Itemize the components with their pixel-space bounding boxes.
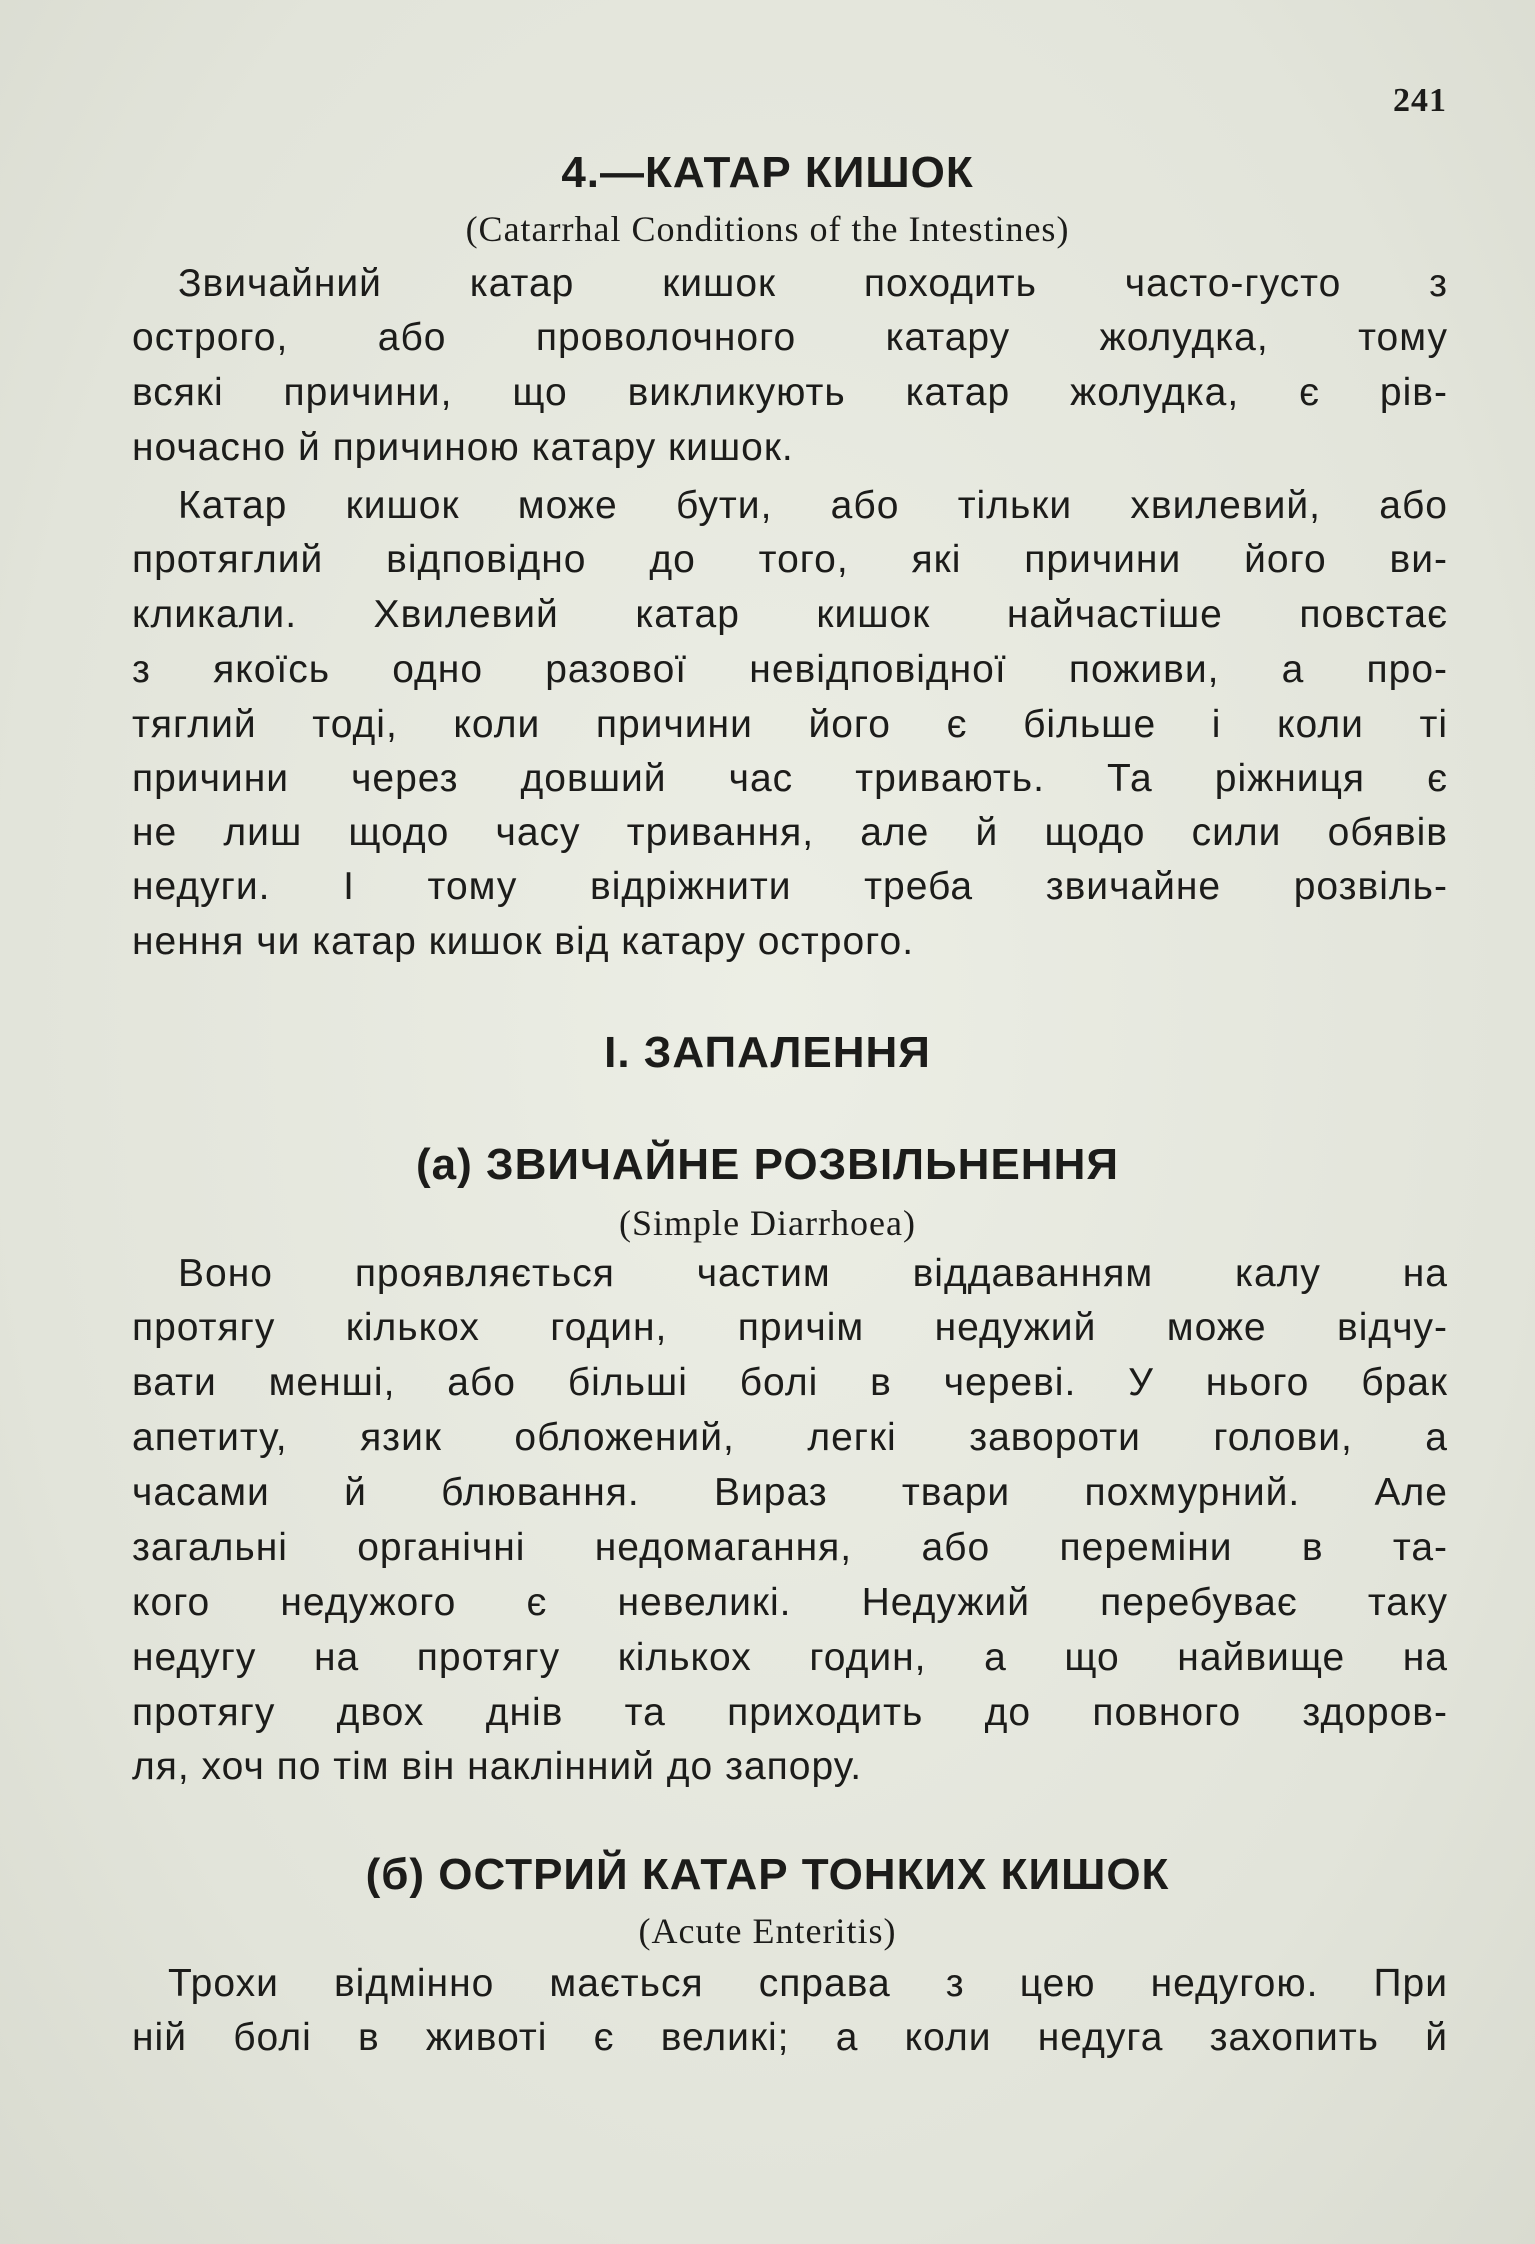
- paragraph-line: кого недужого є невеликі. Недужий перебуває таку: [132, 1581, 1448, 1624]
- paragraph-line: ля, хоч по тім він наклінний до запору.: [132, 1745, 863, 1788]
- paragraph-line: протягу двох днів та приходить до повного здоров-: [132, 1691, 1448, 1734]
- section-subheading-simple-diarrhoea: (Simple Diarrhoea): [619, 1203, 916, 1243]
- paragraph-line: нення чи катар кишок від катару острого.: [132, 920, 915, 963]
- paragraph-line: з якоїсь одно разової невідповідної поживи, а про-: [132, 648, 1448, 691]
- paragraph-line: причини через довший час тривають. Та ріжниця є: [132, 757, 1448, 800]
- paragraph-line: загальні органічні недомагання, або переміни в та-: [132, 1526, 1448, 1569]
- paragraph-line: Воно проявляється частим віддаванням калу на: [178, 1252, 1448, 1295]
- section-subheading-acute-enteritis: (Acute Enteritis): [638, 1911, 897, 1951]
- paragraph-line: апетиту, язик обложений, легкі завороти голови, а: [132, 1416, 1448, 1459]
- page-number: 241: [1393, 82, 1447, 119]
- paragraph-line: Звичайний катар кишок походить часто-густо з: [178, 262, 1448, 305]
- paragraph-line: ній болі в животі є великі; а коли недуга захопить й: [132, 2016, 1448, 2059]
- paragraph-line: часами й блювання. Вираз твари похмурний. Але: [132, 1471, 1448, 1514]
- paragraph-line: недуги. І тому відріжнити треба звичайне розвіль-: [132, 865, 1448, 908]
- paragraph-line: вати менші, або більші болі в череві. У нього брак: [132, 1361, 1448, 1404]
- paragraph-line: всякі причини, що викликують катар жолудка, є рів-: [132, 371, 1448, 414]
- paragraph-line: недугу на протягу кількох годин, а що найвище на: [132, 1636, 1448, 1679]
- section-heading-acute-enteritis: (б) ОСТРИЙ КАТАР ТОНКИХ КИШОК: [365, 1850, 1170, 1899]
- paragraph-line: не лиш щодо часу тривання, але й щодо сили обявів: [132, 811, 1448, 854]
- paragraph-line: тяглий тоді, коли причини його є більше і коли ті: [132, 703, 1448, 746]
- paragraph-line: острого, або проволочного катару жолудка, тому: [132, 316, 1448, 359]
- paragraph-line: протягу кількох годин, причім недужий може відчу-: [132, 1306, 1448, 1349]
- section-subheading-catarrhal-conditions: (Catarrhal Conditions of the Intestines): [465, 209, 1070, 249]
- section-heading-inflammation: І. ЗАПАЛЕННЯ: [604, 1028, 931, 1077]
- section-heading-intestinal-catarrh: 4.—КАТАР КИШОК: [561, 148, 974, 197]
- paragraph-line: Катар кишок може бути, або тільки хвилевий, або: [178, 484, 1448, 527]
- paragraph-line: ночасно й причиною катару кишок.: [132, 426, 794, 469]
- section-heading-simple-diarrhoea: (а) ЗВИЧАЙНЕ РОЗВІЛЬНЕННЯ: [416, 1140, 1119, 1189]
- paragraph-line: Трохи відмінно мається справа з цею недугою. При: [168, 1962, 1448, 2005]
- paragraph-line: протяглий відповідно до того, які причини його ви-: [132, 538, 1448, 581]
- paragraph-line: кликали. Хвилевий катар кишок найчастіше повстає: [132, 593, 1448, 636]
